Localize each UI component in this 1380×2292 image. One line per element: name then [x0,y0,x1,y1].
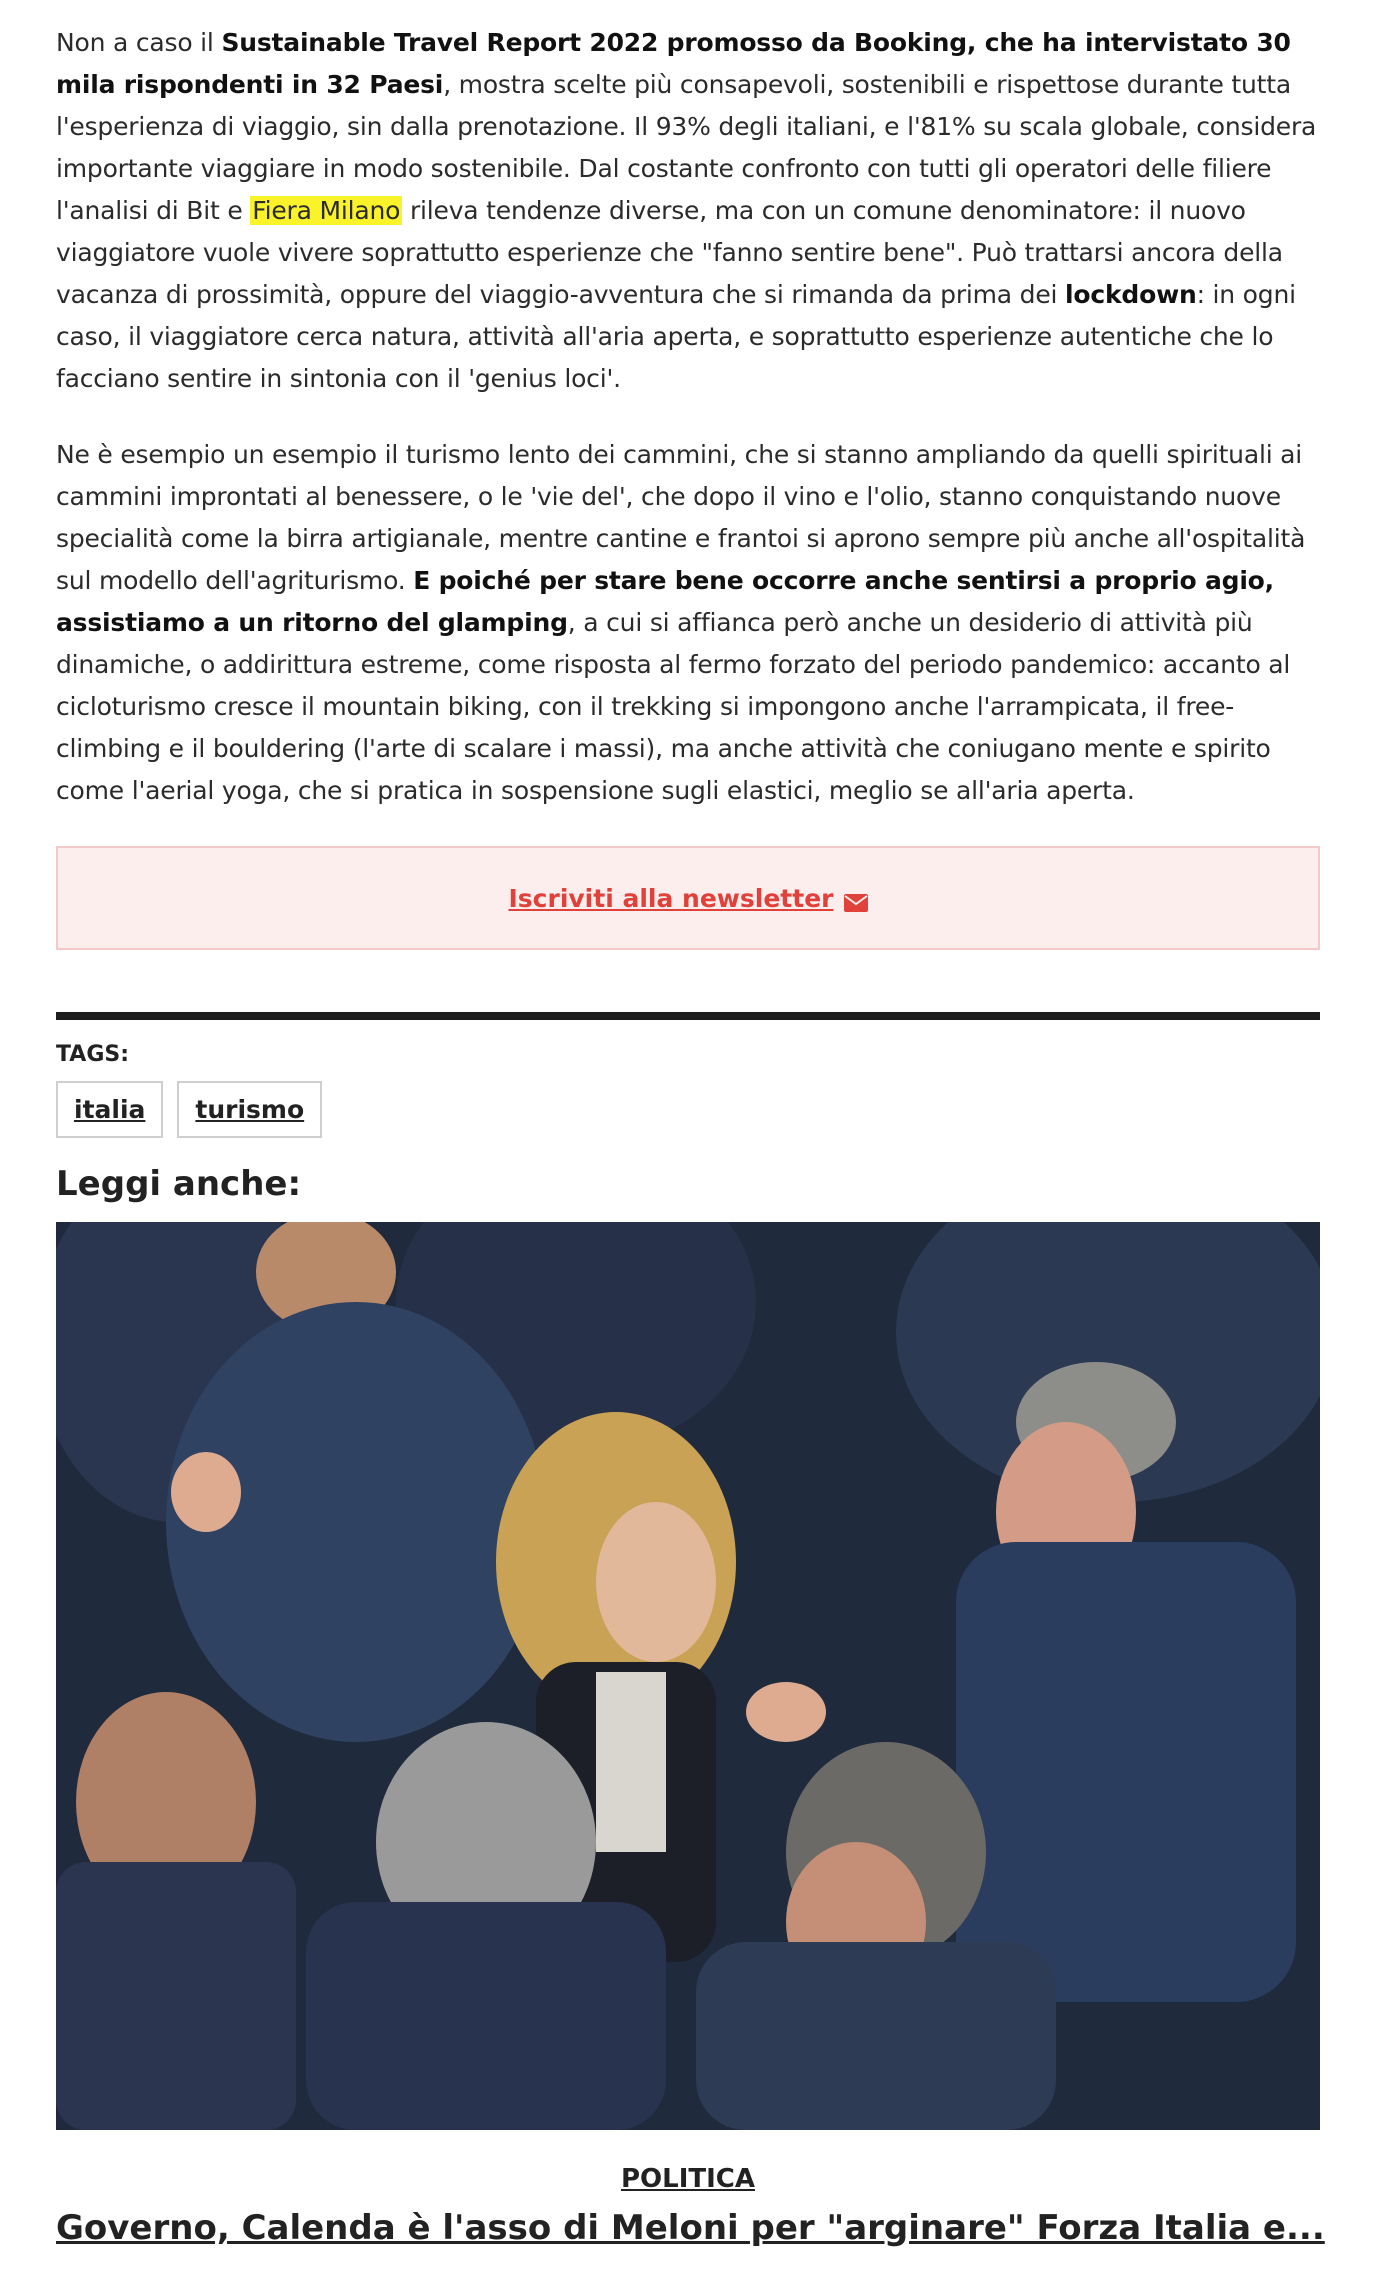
newsletter-link[interactable] [508,884,867,913]
related-category[interactable]: POLITICA [620,2164,755,2194]
bold-text: Sustainable Travel Report 2022 promosso da Booking, che ha intervistato 30 mila rispondenti in 32 Paesi [56,28,1291,99]
read-also-heading: Leggi anche: [56,1164,302,1204]
tag-italia[interactable]: italia [56,1081,163,1138]
envelope-icon [844,889,868,907]
text: , a cui si affianca però anche un desiderio di attività più dinamiche, o addirittura estreme, come risposta al fermo forzato del periodo pandemico: accanto al cicloturismo cresce il mountain biking, con il trekking si impongono anche l'arrampicata, il free-climbing e il bouldering (l'arte di scalare i massi), ma anche attività che coniugano mente e spirito come l'aerial yoga, che si pratica in sospensione sugli elastici, meglio se all'aria aperta. [56,608,1291,805]
article-paragraph-1 [56,22,1320,400]
newsletter-box [56,846,1320,950]
tags-list [56,1081,1320,1138]
highlighted-link-fiera-milano[interactable]: Fiera Milano [252,196,401,225]
article-body [56,22,1325,2248]
text: Non a caso il [56,28,222,57]
bold-text: E poiché per stare bene occorre anche sentirsi a proprio agio, assistiamo a un ritorno del glamping [56,566,1274,637]
text: : in ogni caso, il viaggiatore cerca natura, attività all'aria aperta, e soprattutto esperienze autentiche che lo facciano sentire in sintonia con il 'genius loci'. [56,280,1296,393]
tags-label: TAGS: [56,1042,130,1067]
article-paragraph-2 [56,434,1320,812]
text: Ne è esempio un esempio il turismo lento dei cammini, che si stanno ampliando da quelli spirituali ai cammini improntati al benessere, o le 'vie del', che dopo il vino e l'olio, stanno conquistando nuove specialità come la birra artigianale, mentre cantine e frantoi si aprono sempre più anche all'ospitalità sul modello dell'agriturismo. [56,440,1306,595]
section-divider [56,1012,1320,1020]
text: , mostra scelte più consapevoli, sostenibili e rispettose durante tutta l'esperienza di viaggio, sin dalla prenotazione. Il 93% degli italiani, e l'81% su scala globale, considera importante viaggiare in modo sostenibile. Dal costante confronto con tutti gli operatori delle filiere l'analisi di Bit e [56,70,1317,225]
photo-illustration [56,1222,1320,2130]
text: rileva tendenze diverse, ma con un comune denominatore: il nuovo viaggiatore vuole vivere soprattutto esperienze che "fanno sentire bene". Può trattarsi ancora della vacanza di prossimità, oppure del viaggio-avventura che si rimanda da prima dei [56,196,1283,309]
tag-turismo[interactable]: turismo [177,1081,322,1138]
related-article-photo[interactable] [56,1222,1320,2130]
related-headline[interactable]: Governo, Calenda è l'asso di Meloni per "arginare" Forza Italia e... [56,2208,1325,2248]
newsletter-label: Iscriviti alla newsletter [508,883,834,913]
bold-text-lockdown: lockdown [1065,280,1197,309]
